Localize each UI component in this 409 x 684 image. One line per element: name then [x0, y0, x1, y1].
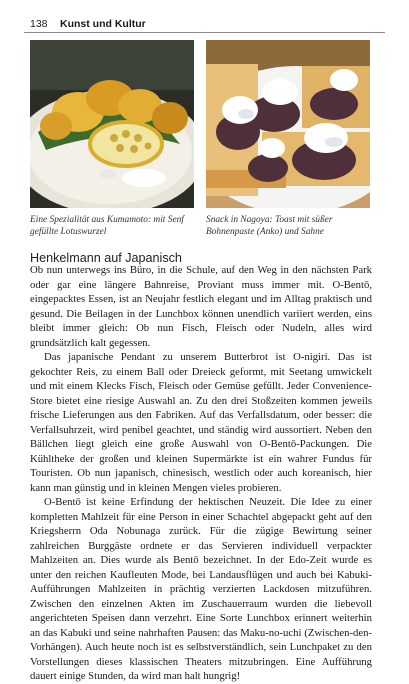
caption-anko-toast: Snack in Nagoya: Toast mit süßer Bohnenpaste (Anko) und Sahne — [206, 215, 333, 238]
paragraph: Das japanische Pendant zu unserem Butterbrot ist O-nigiri. Das ist gekochter Reis, zu einem Ball oder Dreieck geformt, mit Seetang umwickelt und mit einem Klecks Fisch, Fleisch oder Gemüse gefüllt. Jeder Convenience-Store bietet eine riesige Auswahl an. Zu den drei Stoßzeiten kommen jeweils frische Lieferungen aus den Fabriken. Auf das Verfallsdatum, oder besser: die Verfallsuhrzeit, wird penibel geachtet, und ständig wird aussortiert. Neben den Bällchen liegt gleich eine große Auswahl von O-Bentō-Packungen. Die Kühltheke der großen und kleinen Supermärkte ist ein wahrer Fundus für Touristen. Ob nun japanisch, chinesisch, westlich oder auch koreanisch, hier kann man günstig und in kleinen Mengen vieles probieren. — [30, 351, 372, 494]
paragraph: O-Bentō ist keine Erfindung der hektischen Neuzeit. Die Idee zu einer kompletten Mahlzeit für eine Person in einer Schachtel abgepackt geht auf den Kriegsherrn Oda Nobunaga zurück. Für die zügige Bewirtung seiner zahlreichen Burggäste ordnete er das Servieren individuell verpackter Mahlzeiten an. Dies wurde als Bentō bezeichnet. In der Edo-Zeit wurde es unter den reichen Kaufleuten Mode, bei Landausflügen und auch bei Kabuki-Aufführungen Mahlzeiten in prächtig verzierten Lackdosen mitzuführen. Zwischen den einzelnen Akten im Zuschauerraum wurden die liebevoll angerichteten Speisen dann verzehrt. Eine Sorte Lunchbox erinnert weiterhin an das Kabuki und seine nahrhaften Pausen: das Maku-no-uchi (Zwischen-den-Vorhängen). Auch heute noch ist es selbstverständlich, sein Lunchpaket zu den Vorstellungen dieses klassischen Theaters mitzubringen. Eine Aufführung dauert einige Stunden, da wird man halt hungrig! — [30, 496, 372, 682]
article-heading: Henkelmann auf Japanisch — [30, 251, 182, 265]
running-header — [24, 16, 385, 33]
photo-lotus-root — [30, 40, 194, 208]
lotus-root-illustration — [30, 40, 194, 208]
caption-lotus-root: Eine Spezialität aus Kumamoto: mit Senf gefüllte Lotuswurzel — [30, 215, 184, 238]
anko-toast-illustration — [206, 40, 370, 208]
section-title: Kunst und Kultur — [60, 18, 146, 30]
article-body — [30, 263, 372, 684]
photo-anko-toast — [206, 40, 370, 208]
paragraph: Ob nun unterwegs ins Büro, in die Schule, auf den Weg in den nächsten Park oder gar eine längere Bahnreise, Proviant muss immer mit. O-Bentō, eingepacktes Essen, ist an Neujahr festlich elegant und im Alltag praktisch und gesund. Die Beilagen in der Lunchbox können unendlich variiert werden, eins bleibt immer gleich: Ob nun Fisch, Fleisch oder Nudeln, alles wird grundsätzlich kalt gegessen. — [30, 264, 372, 349]
page-number: 138 — [30, 18, 48, 30]
